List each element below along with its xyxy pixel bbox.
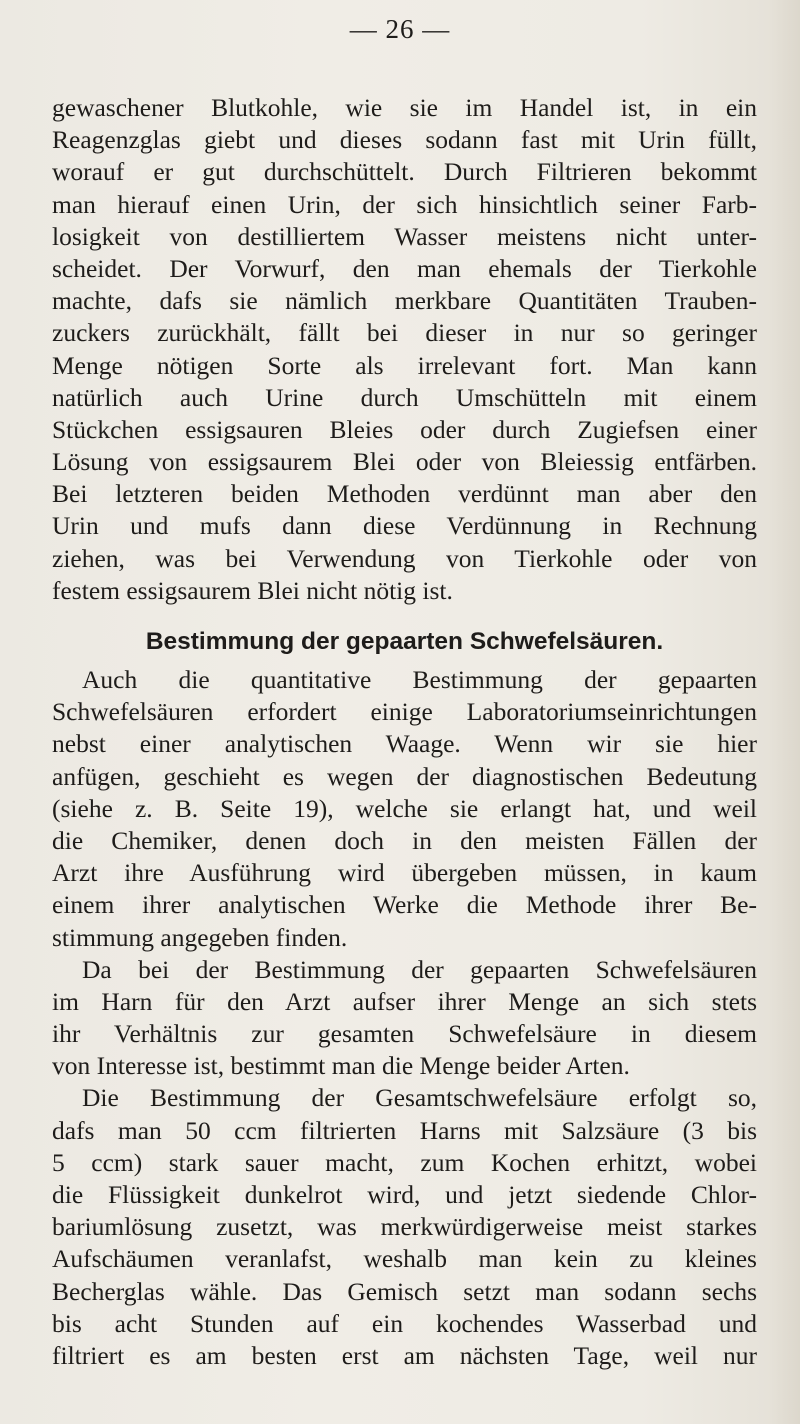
text-line: ihr Verhältnis zur gesamten Schwefelsäure in diesem	[52, 1019, 757, 1049]
text-line: bariumlösung zusetzt, was merkwürdigerweise meist starkes	[52, 1212, 757, 1242]
text-line: Becherglas wähle. Das Gemisch setzt man sodann sechs	[52, 1276, 757, 1306]
text-line: gewaschener Blutkohle, wie sie im Handel ist, in ein	[52, 93, 757, 122]
text-line: Die Bestimmung der Gesamtschwefelsäure erfolgt so,	[82, 1083, 757, 1113]
text-line: im Harn für den Arzt aufser ihrer Menge an sich stets	[52, 986, 757, 1016]
text-line: dafs man 50 ccm filtrierten Harns mit Salzsäure (3 bis	[52, 1115, 757, 1145]
page-number: — 26 —	[349, 14, 451, 44]
text-line: Auch die quantitative Bestimmung der gepaarten	[82, 665, 757, 694]
text-line: stimmung angegeben finden.	[52, 922, 348, 952]
paragraph-4	[52, 1082, 757, 1372]
text-line: die Chemiker, denen doch in den meisten Fällen der	[52, 825, 757, 855]
text-line: Urin und mufs dann diese Verdünnung in Rechnung	[52, 511, 757, 541]
text-line: 5 ccm) stark sauer macht, zum Kochen erhitzt, wobei	[52, 1147, 757, 1177]
text-line: (siehe z. B. Seite 19), welche sie erlangt hat, und weil	[52, 793, 757, 823]
text-line: natürlich auch Urine durch Umschütteln mit einem	[52, 382, 757, 412]
text-line: Da bei der Bestimmung der gepaarten Schwefelsäuren	[82, 954, 757, 984]
text-line: Stückchen essigsauren Bleies oder durch Zugiefsen einer	[52, 414, 757, 444]
text-line: worauf er gut durchschüttelt. Durch Filtrieren bekommt	[52, 157, 757, 187]
text-line: man hierauf einen Urin, der sich hinsichtlich seiner Farb-	[52, 189, 757, 219]
paragraph-3	[52, 954, 757, 1083]
text-line: Schwefelsäuren erfordert einige Laboratoriumseinrichtungen	[52, 697, 757, 727]
text-line: Lösung von essigsaurem Blei oder von Bleiessig entfärben.	[52, 447, 757, 477]
text-line: Bei letzteren beiden Methoden verdünnt man aber den	[52, 479, 757, 509]
text-line: machte, dafs sie nämlich merkbare Quantitäten Trauben-	[52, 286, 757, 316]
text-line: scheidet. Der Vorwurf, den man ehemals der Tierkohle	[52, 253, 757, 283]
body-text	[52, 92, 757, 1372]
text-line: Aufschäumen veranlafst, weshalb man kein zu kleines	[52, 1244, 757, 1274]
paragraph-1	[52, 92, 757, 607]
text-line: Reagenzglas giebt und dieses sodann fast mit Urin füllt,	[52, 125, 757, 155]
text-line: ziehen, was bei Verwendung von Tierkohle oder von	[52, 543, 757, 573]
text-line: filtriert es am besten erst am nächsten Tage, weil nur	[52, 1340, 757, 1370]
text-line: einem ihrer analytischen Werke die Methode ihrer Be-	[52, 890, 757, 920]
text-line: von Interesse ist, bestimmt man die Menge beider Arten.	[52, 1051, 630, 1081]
text-line: festem essigsaurem Blei nicht nötig ist.	[52, 575, 453, 605]
text-line: die Flüssigkeit dunkelrot wird, und jetzt siedende Chlor-	[52, 1180, 757, 1209]
section-heading: Bestimmung der gepaarten Schwefelsäuren.	[145, 628, 664, 655]
text-line: nebst einer analytischen Waage. Wenn wir sie hier	[52, 729, 757, 759]
text-line: bis acht Stunden auf ein kochendes Wasserbad und	[52, 1308, 757, 1338]
paragraph-2	[52, 664, 757, 954]
text-line: Arzt ihre Ausführung wird übergeben müssen, in kaum	[52, 858, 757, 888]
text-line: losigkeit von destilliertem Wasser meistens nicht unter-	[52, 221, 757, 251]
text-line: Menge nötigen Sorte als irrelevant fort. Man kann	[52, 350, 757, 380]
text-line: zuckers zurückhält, fällt bei dieser in nur so geringer	[52, 318, 757, 348]
text-line: anfügen, geschieht es wegen der diagnostischen Bedeutung	[52, 761, 757, 791]
